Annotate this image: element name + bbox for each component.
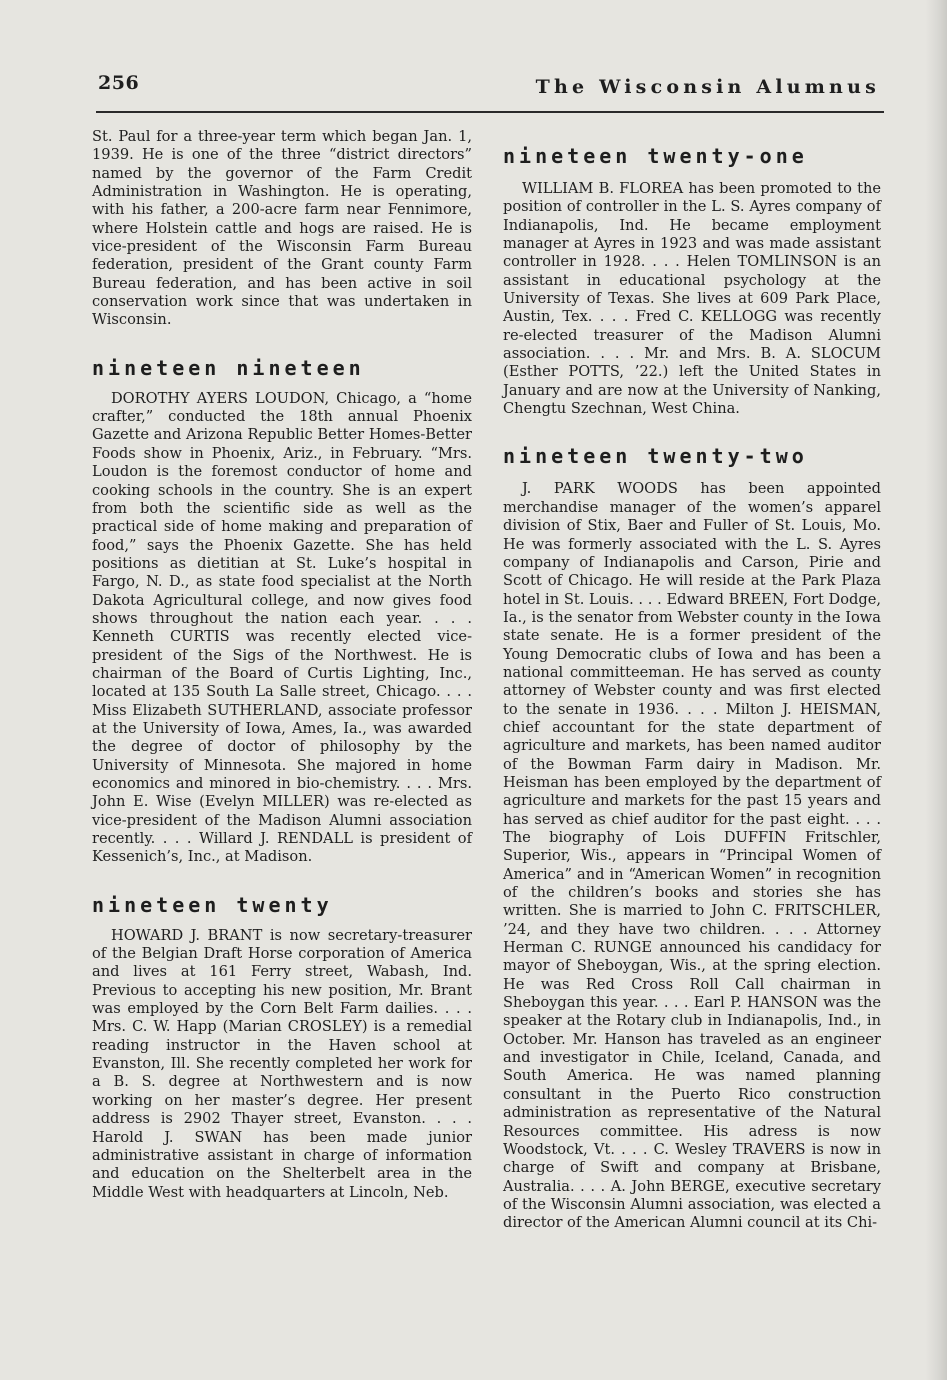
section-text-nineteen-nineteen: DOROTHY AYERS LOUDON, Chicago, a “home crafter,” conducted the 18th annual Phoenix Gazette and Arizona Republic Better Homes-Better Foods show in Phoenix, Ariz., in February. “Mrs. Loudon is the foremost conductor of home and cooking schools in the country. She is an expert from both the scientific side as well as the practical side of home making and preparation of food,” says the Phoenix Gazette. She has held positions as dietitian at St. Luke’s hospital in Fargo, N. D., as state food specialist at the North Dakota Agricultural college, and now gives food shows throughout the nation each year. . . . Kenneth CURTIS was recently elected vice-president of the Sigs of the Northwest. He is chairman of the Board of Curtis Lighting, Inc., located at 135 South La Salle street, Chicago. . . . Miss Elizabeth SUTHERLAND, associate professor at the University of Iowa, Ames, Ia., was awarded the degree of doctor of philosophy by the University of Minnesota. She majored in home economics and minored in bio-chemistry. . . . Mrs. John E. Wise (Evelyn MILLER) was re-elected as vice-president of the Madison Alumni association recently. . . . Willard J. RENDALL is president of Kessenich’s, Inc., at Madison. — [92, 389, 472, 866]
page-edge-shadow — [925, 0, 947, 1380]
section-heading-nineteen-twenty: nineteen twenty — [92, 892, 333, 917]
section-text-nineteen-twenty: HOWARD J. BRANT is now secretary-treasurer of the Belgian Draft Horse corporation of America and lives at 161 Ferry street, Wabash, Ind. Previous to accepting his new position, Mr. Brant was employed by the Corn Belt Farm dailies. . . . Mrs. C. W. Happ (Marian CROSLEY) is a remedial reading instructor in the Haven school at Evanston, Ill. She recently completed her work for a B. S. degree at Northwestern and is now working on her master’s degree. Her present address is 2902 Thayer street, Evanston. . . . Harold J. SWAN has been made junior administrative assistant in charge of information and education on the Shelterbelt area in the Middle West with headquarters at Lincoln, Neb. — [92, 926, 472, 1201]
section-heading-nineteen-twenty-one: nineteen twenty-one — [503, 144, 808, 168]
section-heading-nineteen-twenty-two: nineteen twenty-two — [503, 444, 808, 469]
continued-paragraph: St. Paul for a three-year term which began Jan. 1, 1939. He is one of the three “district directors” named by the governor of the Farm Credit Administration in Washington. He is operating, with his father, a 200-acre farm near Fennimore, where Holstein cattle and hogs are raised. He is vice-president of the Wisconsin Farm Bureau federation, president of the Grant county Farm Bureau federation, and has been active in soil conservation work since that was undertaken in Wisconsin. — [92, 128, 472, 329]
right-column — [503, 128, 881, 1233]
left-column — [92, 128, 472, 1202]
section-text-nineteen-twenty-one: WILLIAM B. FLOREA has been promoted to the position of controller in the L. S. Ayres company of Indianapolis, Ind. He became employment manager at Ayres in 1923 and was made assistant controller in 1928. . . . Helen TOMLINSON is an assistant in educational psychology at the University of Texas. She lives at 609 Park Place, Austin, Tex. . . . Fred C. KELLOGG was recently re-elected treasurer of the Madison Alumni association. . . . Mr. and Mrs. B. A. SLOCUM (Esther POTTS, ’22.) left the United States in January and are now at the University of Nanking, Chengtu Szechnan, West China. — [503, 180, 881, 418]
section-heading-nineteen-nineteen: nineteen nineteen — [92, 355, 365, 380]
section-text-nineteen-twenty-two: J. PARK WOODS has been appointed merchandise manager of the women’s apparel division of Stix, Baer and Fuller of St. Louis, Mo. He was formerly associated with the L. S. Ayres company of Indianapolis and Carson, Pirie and Scott of Chicago. He will reside at the Park Plaza hotel in St. Louis. . . . Edward BREEN, Fort Dodge, Ia., is the senator from Webster county in the Iowa state senate. He is a former president of the Young Democratic clubs of Iowa and has been a national committeeman. He has served as county attorney of Webster county and was first elected to the senate in 1936. . . . Milton J. HEISMAN, chief accountant for the state department of agriculture and markets, has been named auditor of the Bowman Farm dairy in Madison. Mr. Heisman has been employed by the department of agriculture and markets for the past 15 years and has served as chief auditor for the past eight. . . . The biography of Lois DUFFIN Fritschler, Superior, Wis., appears in “Principal Women of America” and in “American Women” in recognition of the children’s books and stories she has written. She is married to John C. FRITSCHLER, ’24, and they have two children. . . . Attorney Herman C. RUNGE announced his candidacy for mayor of Sheboygan, Wis., at the spring election. He was Red Cross Roll Call chairman in Sheboygan this year. . . . Earl P. HANSON was the speaker at the Rotary club in Indianapolis, Ind., in October. Mr. Hanson has traveled as an engineer and investigator in Chile, Iceland, Canada, and South America. He was named planning consultant in the Puerto Rico construction administration as representative of the Natural Resources committee. His adress is now Woodstock, Vt. . . . C. Wesley TRAVERS is now in charge of Swift and company at Brisbane, Australia. . . . A. John BERGE, executive secretary of the Wisconsin Alumni association, was elected a director of the American Alumni council at its Chi- — [503, 480, 881, 1232]
header-rule — [96, 111, 884, 113]
page-number: 256 — [98, 72, 140, 94]
page-header — [98, 68, 880, 108]
journal-title: The Wisconsin Alumnus — [535, 76, 880, 98]
